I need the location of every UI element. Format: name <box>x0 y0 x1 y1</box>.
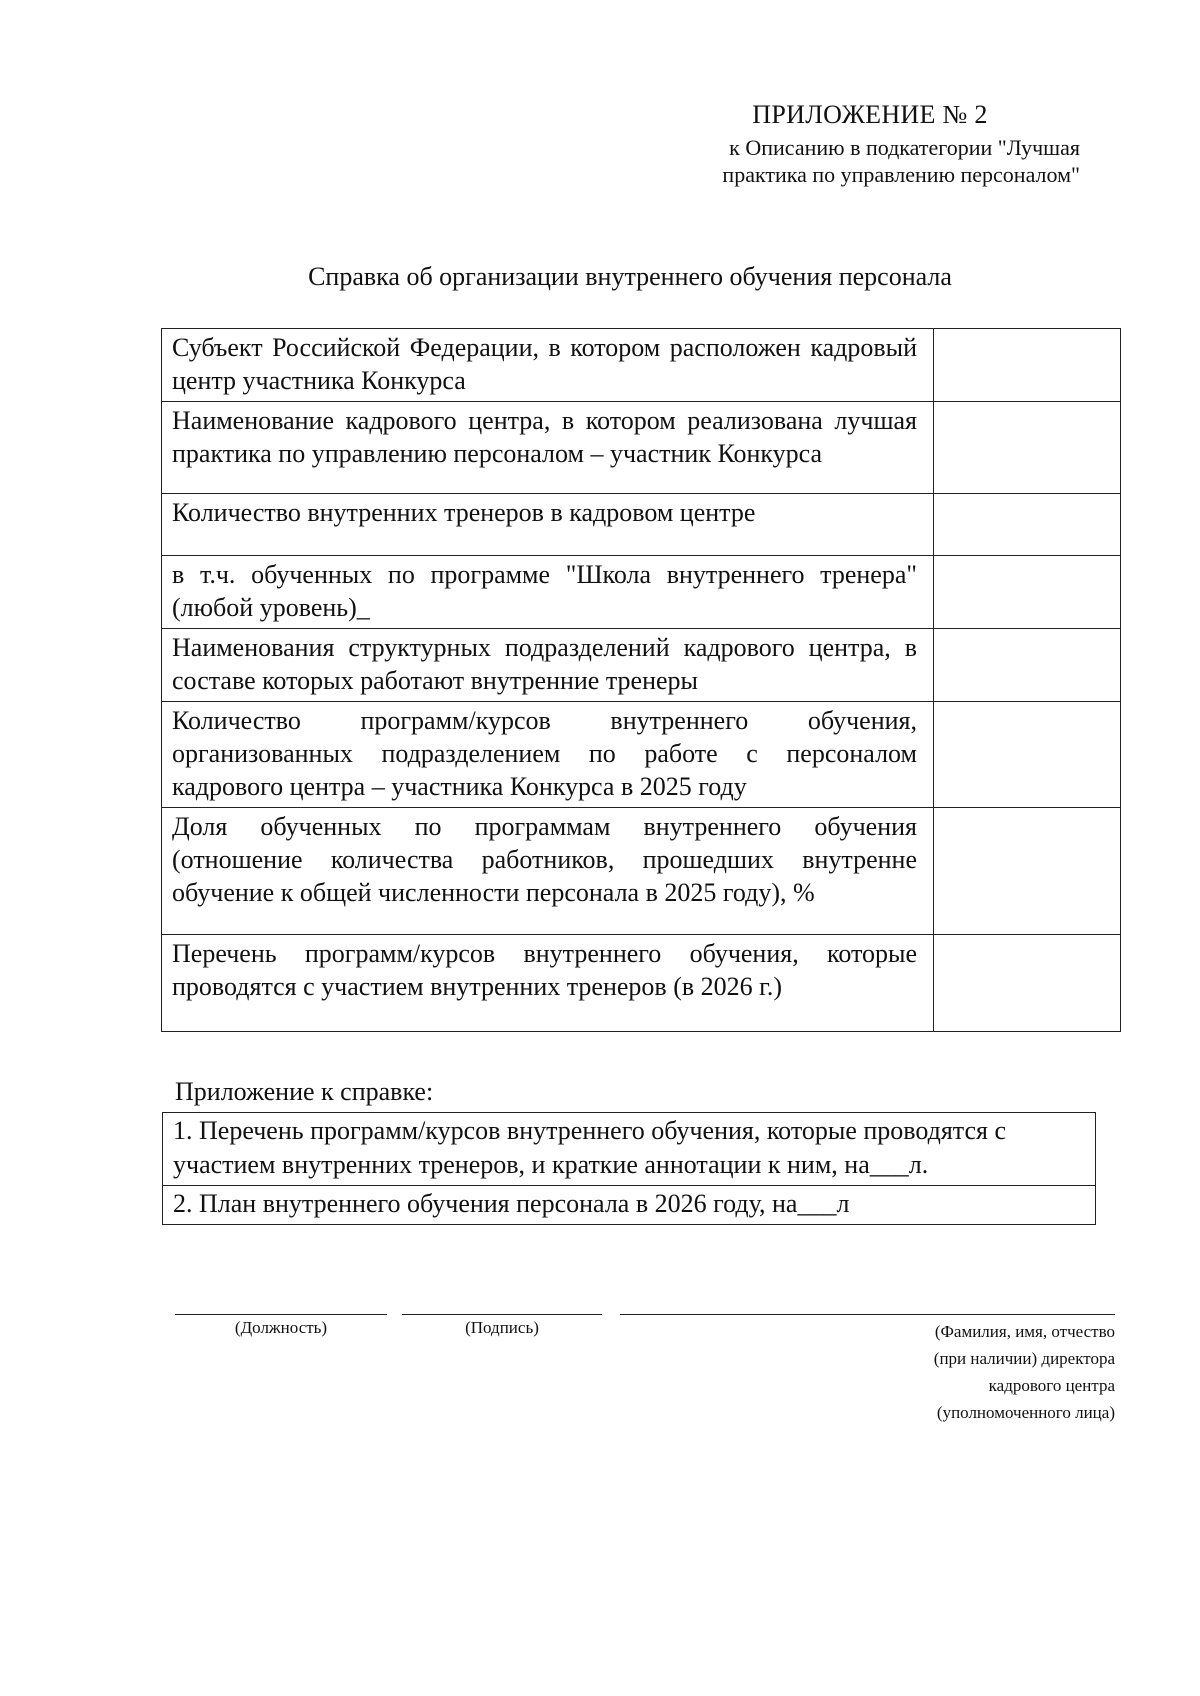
row-label: Количество внутренних тренеров в кадровом центре <box>162 494 934 556</box>
table-row <box>162 702 1121 808</box>
appendix-row <box>163 1186 1096 1225</box>
appendix-table <box>162 1112 1096 1225</box>
appendix-reference-line-2: практика по управлению персоналом" <box>722 162 1080 187</box>
table-row <box>162 329 1121 402</box>
appendix-number: ПРИЛОЖЕНИЕ № 2 <box>752 100 988 129</box>
row-value-cell[interactable] <box>934 556 1121 629</box>
row-label: Доля обученных по программам внутреннего обучения (отношение количества работников, прошедших внутренне обучение к общей численности персонала в 2025 году), % <box>162 808 934 935</box>
table-row <box>162 629 1121 702</box>
position-caption: (Должность) <box>234 1318 328 1337</box>
appendix-reference <box>620 134 1080 188</box>
appendix-item: 2. План внутреннего обучения персонала в 2026 году, на___л <box>163 1186 1096 1225</box>
name-caption-line-4: (уполномоченного лица) <box>936 1403 1115 1422</box>
row-value-cell[interactable] <box>934 402 1121 494</box>
row-value-cell[interactable] <box>934 935 1121 1032</box>
row-label: Наименования структурных подразделений кадрового центра, в составе которых работают внутренние тренеры <box>162 629 934 702</box>
row-value-cell[interactable] <box>934 702 1121 808</box>
row-value-cell[interactable] <box>934 629 1121 702</box>
name-caption <box>840 1318 1115 1426</box>
appendix-caption: Приложение к справке: <box>175 1077 434 1106</box>
signature-caption: (Подпись) <box>465 1318 539 1337</box>
table-row <box>162 494 1121 556</box>
table-row <box>162 556 1121 629</box>
row-label: в т.ч. обученных по программе "Школа внутреннего тренера" (любой уровень)_ <box>162 556 934 629</box>
appendix-row <box>163 1113 1096 1186</box>
info-table <box>161 328 1121 1032</box>
name-caption-line-3: кадрового центра <box>988 1376 1115 1395</box>
name-signature-line <box>620 1314 1115 1315</box>
row-label: Наименование кадрового центра, в котором реализована лучшая практика по управлению персоналом – участник Конкурса <box>162 402 934 494</box>
signature-line <box>402 1314 602 1315</box>
row-label: Перечень программ/курсов внутреннего обучения, которые проводятся с участием внутренних тренеров (в 2026 г.) <box>162 935 934 1032</box>
row-value-cell[interactable] <box>934 808 1121 935</box>
row-label: Количество программ/курсов внутреннего обучения, организованных подразделением по работе с персоналом кадрового центра – участника Конкурса в 2025 году <box>162 702 934 808</box>
position-signature-line <box>175 1314 387 1315</box>
table-row <box>162 935 1121 1032</box>
row-label: Субъект Российской Федерации, в котором расположен кадровый центр участника Конкурса <box>162 329 934 402</box>
appendix-header <box>620 100 1080 188</box>
row-value-cell[interactable] <box>934 329 1121 402</box>
name-caption-line-2: (при наличии) директора <box>933 1349 1115 1368</box>
row-value-cell[interactable] <box>934 494 1121 556</box>
table-row <box>162 808 1121 935</box>
table-row <box>162 402 1121 494</box>
appendix-reference-line-1: к Описанию в подкатегории "Лучшая <box>729 135 1080 160</box>
appendix-item: 1. Перечень программ/курсов внутреннего обучения, которые проводятся с участием внутренних тренеров, и краткие аннотации к ним, на___л. <box>163 1113 1096 1186</box>
document-title: Справка об организации внутреннего обучения персонала <box>308 262 952 291</box>
name-caption-line-1: (Фамилия, имя, отчество <box>934 1322 1115 1341</box>
